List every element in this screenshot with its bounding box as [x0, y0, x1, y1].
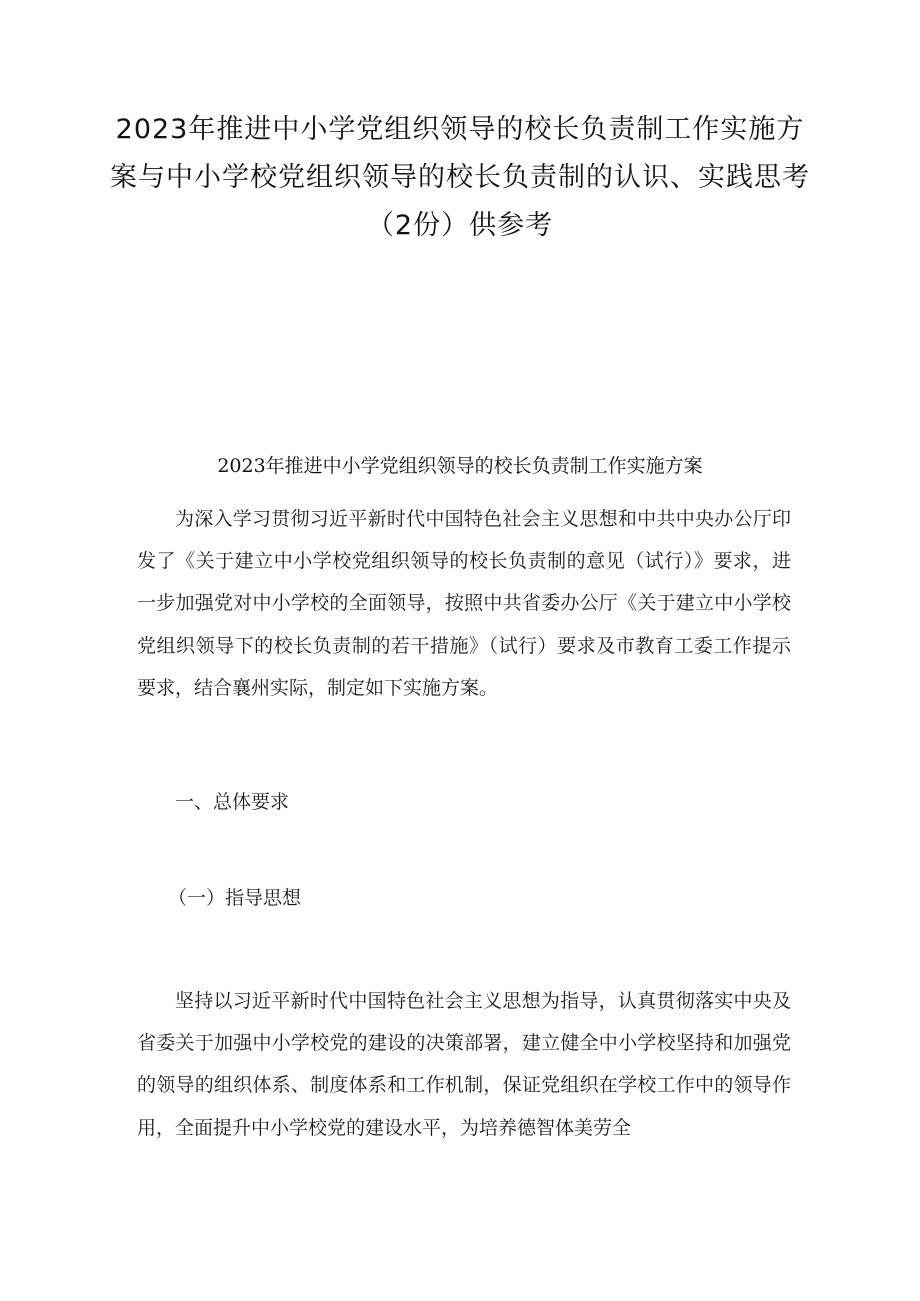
heading-general-requirements: 一、总体要求 — [175, 791, 290, 813]
paragraph-guiding-ideology: 坚持以习近平新时代中国特色社会主义思想为指导，认真贯彻落实中央及省委关于加强中小学校党的建设的决策部署，建立健全中小学校坚持和加强党的领导的组织体系、制度体系和工作机制，保证党组织在学校工作中的领导作用，全面提升中小学校党的建设水平，为培养德智体美劳全 — [137, 990, 791, 1139]
section-title: 2023年推进中小学党组织领导的校长负责制工作实施方案 — [217, 455, 703, 477]
paragraph-intro: 为深入学习贯彻习近平新时代中国特色社会主义思想和中共中央办公厅印发了《关于建立中小学校党组织领导的校长负责制的意见（试行）》要求，进一步加强党对中小学校的全面领导，按照中共省委办公厅《关于建立中小学校党组织领导下的校长负责制的若干措施》（试行）要求及市教育工委工作提示要求，结合襄州实际，制定如下实施方案。 — [137, 508, 791, 699]
document-title: 2023年推进中小学党组织领导的校长负责制工作实施方案与中小学校党组织领导的校长负责制的认识、实践思考（2份）供参考 — [110, 114, 810, 241]
heading-guiding-ideology: （一）指导思想 — [168, 887, 302, 909]
